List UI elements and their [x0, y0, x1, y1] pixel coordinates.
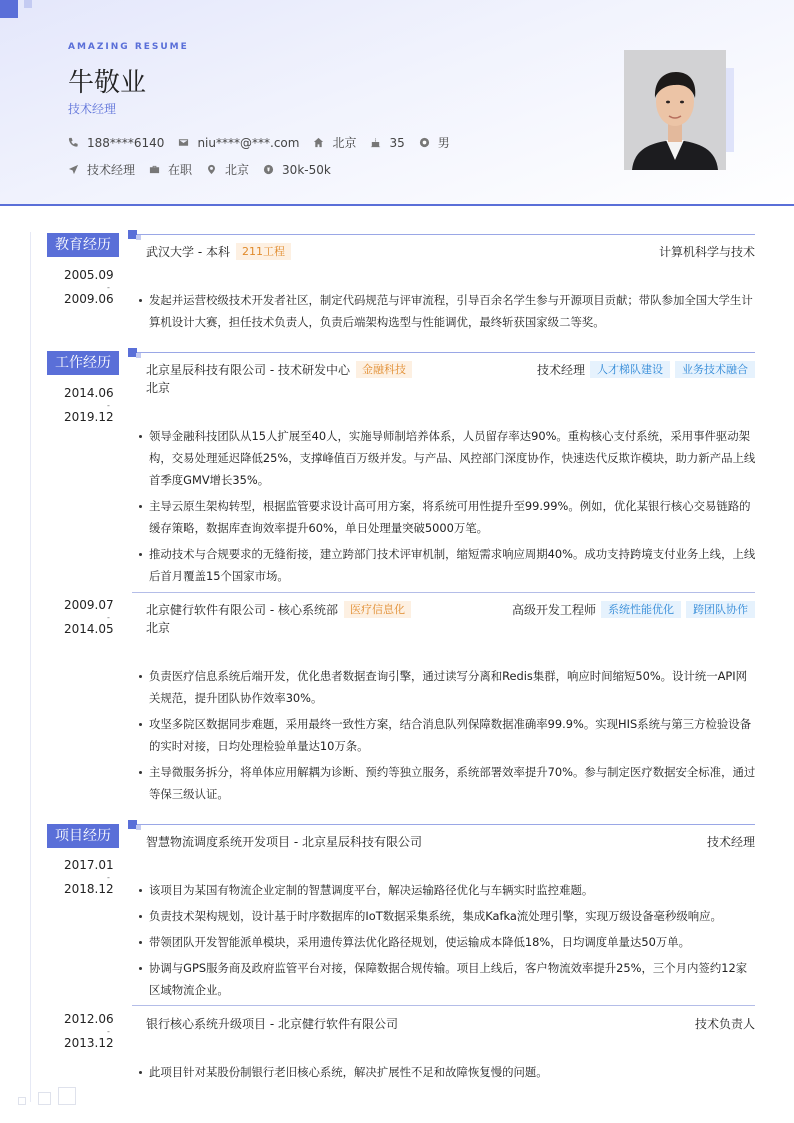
project-name: 银行核心系统升级项目 - 北京健行软件有限公司	[146, 1016, 398, 1031]
industry-tag: 医疗信息化	[344, 601, 411, 618]
status-item	[149, 161, 192, 178]
location-pin-icon	[206, 164, 217, 175]
major: 计算机科学与技术	[658, 244, 755, 259]
job-start-date: 2014.06	[64, 386, 114, 400]
send-icon	[68, 164, 79, 175]
job-end-date: 2019.12	[64, 410, 114, 424]
project-end-date: 2018.12	[64, 882, 114, 896]
employment-status: 在职	[168, 163, 193, 177]
date-separator: -	[107, 873, 110, 882]
skill-tag: 人才梯队建设	[590, 361, 670, 378]
job-bullet: 领导金融科技团队从15人扩展至40人，实施导师制培养体系，人员留存率达90%。重构核心支付系统，采用事件驱动架构，交易处理延迟降低25%，支撑峰值百万级并发。与产品、风控部门深度协作，快速迭代反欺诈模块，助力新产品上线首季度GMV增长35%。	[137, 425, 757, 491]
job-city: 北京	[146, 381, 171, 395]
target-position: 技术经理	[87, 163, 136, 177]
phone-number: 188****6140	[87, 135, 165, 150]
resume-header	[0, 0, 794, 206]
work-location: 北京	[225, 163, 250, 177]
skill-tag: 跨团队协作	[686, 601, 755, 618]
section-divider	[137, 824, 755, 825]
school-degree: 武汉大学 - 本科	[146, 244, 230, 259]
project-bullet: 负责技术架构规划，设计基于时序数据库的IoT数据采集系统，集成Kafka流处理引擎，实现万级设备毫秒级响应。	[137, 905, 757, 927]
position-item	[68, 161, 135, 178]
salary-item	[263, 163, 331, 177]
job-bullet: 主导微服务拆分，将单体应用解耦为诊断、预约等独立服务，系统部署效率提升70%。参与制定医疗数据安全标准，通过等保三级认证。	[137, 761, 757, 805]
phone-item	[68, 136, 164, 150]
project-name: 智慧物流调度系统开发项目 - 北京星辰科技有限公司	[146, 834, 422, 849]
gender: 男	[437, 136, 450, 150]
company-department: 北京星辰科技有限公司 - 技术研发中心	[146, 362, 350, 377]
corner-decoration	[0, 0, 18, 18]
decor-square	[18, 1097, 26, 1105]
section-marker	[128, 230, 137, 239]
project-start-date: 2017.01	[64, 858, 114, 872]
date-separator: -	[107, 613, 110, 622]
cake-icon	[370, 137, 381, 148]
education-header	[146, 242, 755, 260]
skill-tag: 系统性能优化	[601, 601, 681, 618]
corner-decoration-small	[24, 0, 32, 8]
candidate-name: 牛敬业	[68, 68, 147, 98]
city: 北京	[332, 136, 357, 150]
email-address: niu****@***.com	[197, 135, 300, 150]
timeline-line	[30, 232, 31, 1102]
job-start-date: 2009.07	[64, 598, 114, 612]
project-header	[146, 1014, 755, 1032]
job-bullet: 攻坚多院区数据同步难题，采用最终一致性方案，结合消息队列保障数据准确率99.9%。实现HIS系统与第三方检验设备的实时对接，日均处理检验单量达10万条。	[137, 713, 757, 757]
project-role: 技术负责人	[694, 1016, 755, 1031]
project-header	[146, 832, 755, 850]
date-separator: -	[107, 401, 110, 410]
project-bullet: 此项目针对某股份制银行老旧核心系统，解决扩展性不足和故障恢复慢的问题。	[137, 1061, 757, 1083]
job-header	[146, 360, 755, 378]
resume-tagline: AMAZING RESUME	[68, 42, 189, 52]
job-city: 北京	[146, 621, 171, 635]
project-bullet: 协调与GPS服务商及政府监管平台对接，保障数据合规传输。项目上线后，客户物流效率提升25%，三个月内签约12家区域物流企业。	[137, 957, 757, 1001]
project-role: 技术经理	[706, 834, 755, 849]
job-bullet: 负责医疗信息系统后端开发，优化患者数据查询引擎，通过读写分离和Redis集群，响应时间缩短50%。设计统一API网关规范，提升团队协作效率30%。	[137, 665, 757, 709]
section-label-education: 教育经历	[47, 233, 119, 257]
profile-photo	[624, 50, 726, 170]
project-bullet: 该项目为某国有物流企业定制的智慧调度平台，解决运输路径优化与车辆实时监控难题。	[137, 879, 757, 901]
decor-square	[58, 1087, 76, 1105]
section-marker	[128, 348, 137, 357]
education-end-date: 2009.06	[64, 292, 114, 306]
section-divider	[137, 352, 755, 353]
section-divider	[137, 234, 755, 235]
industry-tag: 金融科技	[356, 361, 412, 378]
age: 35	[389, 135, 405, 150]
email-item	[178, 136, 299, 150]
job-intent-row	[68, 161, 345, 178]
job-role: 技术经理	[536, 362, 585, 377]
age-item	[370, 136, 404, 150]
money-icon	[263, 164, 274, 175]
location-item	[206, 161, 249, 178]
job-header	[146, 600, 755, 618]
date-separator: -	[107, 283, 110, 292]
project-end-date: 2013.12	[64, 1036, 114, 1050]
job-bullet: 主导云原生架构转型，根据监管要求设计高可用方案，将系统可用性提升至99.99%。例如，优化某银行核心交易链路的缓存策略，数据库查询效率提升60%，单日处理量突破5000万笔。	[137, 495, 757, 539]
home-icon	[313, 137, 324, 148]
job-end-date: 2014.05	[64, 622, 114, 636]
entry-divider	[132, 592, 755, 593]
mail-icon	[178, 137, 189, 148]
company-department: 北京健行软件有限公司 - 核心系统部	[146, 602, 338, 617]
project-bullet: 带领团队开发智能派单模块，采用遗传算法优化路径规划，使运输成本降低18%，日均调度单量达50万单。	[137, 931, 757, 953]
job-role: 高级开发工程师	[511, 602, 596, 617]
education-start-date: 2005.09	[64, 268, 114, 282]
section-label-projects: 项目经历	[47, 824, 119, 848]
gender-item	[419, 134, 450, 151]
entry-divider	[132, 1005, 755, 1006]
skill-tag: 业务技术融合	[675, 361, 755, 378]
city-item	[313, 134, 356, 151]
job-bullet: 推动技术与合规要求的无缝衔接，建立跨部门技术评审机制，缩短需求响应周期40%。成功支持跨境支付业务上线，上线后首月覆盖15个国家市场。	[137, 543, 757, 587]
expected-salary: 30k-50k	[282, 162, 331, 177]
school-tag: 211工程	[236, 243, 291, 260]
candidate-title: 技术经理	[68, 102, 117, 116]
section-marker	[128, 820, 137, 829]
section-label-work: 工作经历	[47, 351, 119, 375]
date-separator: -	[107, 1027, 110, 1036]
project-start-date: 2012.06	[64, 1012, 114, 1026]
briefcase-icon	[149, 164, 160, 175]
gender-icon	[419, 137, 430, 148]
contact-row	[68, 134, 464, 151]
decor-square	[38, 1092, 51, 1105]
phone-icon	[68, 137, 79, 148]
education-bullet: 发起并运营校级技术开发者社区，制定代码规范与评审流程，引导百余名学生参与开源项目贡献；带队参加全国大学生计算机设计大赛，担任技术负责人，负责后端架构选型与性能调优，最终斩获国家级二等奖。	[137, 289, 757, 333]
